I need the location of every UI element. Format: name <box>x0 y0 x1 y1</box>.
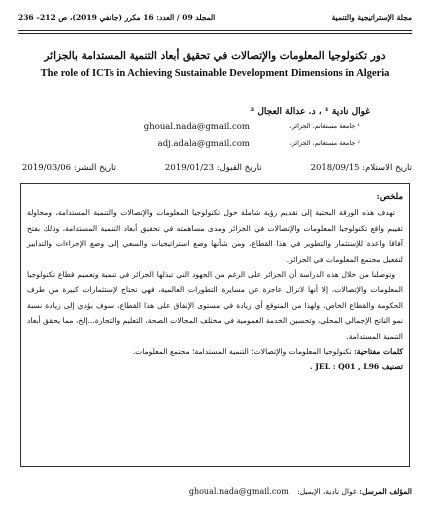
keywords-label: كلمات مفتاحية: <box>354 347 403 357</box>
header-rule <box>18 30 412 31</box>
corresponding-email[interactable]: ghoual.nada@gmail.com <box>188 487 289 496</box>
affiliation-1: ¹ جامعة مستغانم، الجزائر، <box>289 122 360 130</box>
journal-header <box>18 6 412 28</box>
title-english: The role of ICTs in Achieving Sustainable Development Dimensions in Algeria <box>40 68 390 79</box>
abstract-content <box>27 190 403 460</box>
email-2[interactable]: adj.adala@gmail.com <box>157 139 250 149</box>
email-1[interactable]: ghoual.nada@gmail.com <box>143 122 250 132</box>
corresponding-author <box>18 487 412 496</box>
abstract-label: ملخص: <box>376 192 403 202</box>
abstract-paragraph-2: وتوصلنا من خلال هذه الدراسة أن الجزائر على الرغم من الجهود التي تبذلها الجزائر في تنمية وتعميم قطاع تكنولوجيا المعلومات والإتصالات، إلا أنها لاتزال عاجزة عن مسايرة التطورات العالمية، فهي تحتاج لإستثمارات كبيرة من طرف الحكومة والقطاع الخاص، ولهذا من المتوقع أي زيادة في مستوى الإنفاق على هذا القطاع، سوف يؤدي إلى زيادة نسبة نمو الناتج الإجمالي المحلي، وتحسين الخدمة العمومية في مختلف المجالات الصحة، التعليم والتجارة...إلخ، مما يحقق أبعاد التنمية المستدامة. <box>27 270 403 341</box>
journal-name: مجلة الإستراتيجية والتنمية <box>331 12 412 22</box>
header-rule-secondary <box>18 33 412 34</box>
title-arabic: دور تكنولوجيا المعلومات والإتصالات في تحقيق أبعاد التنمية المستدامة بالجزائر <box>44 50 386 62</box>
jel-codes: Q01 , L96 . <box>310 362 380 372</box>
corresponding-label: المؤلف المرسل: <box>359 487 412 496</box>
date-received: تاريخ الاستلام: 2018/09/15 <box>310 163 412 173</box>
keywords-text: تكنولوجيا المعلومات والإتصالات؛ التنمية المستدامة؛ مجتمع المعلومات. <box>132 347 352 357</box>
dates-row <box>22 163 412 173</box>
jel-label: تصنيف JEL : <box>315 362 403 372</box>
issue-meta: المجلد 09 / العدد: 16 مكرر (جانفي 2019)، ص 212– 236 <box>18 12 216 22</box>
abstract-box <box>20 183 410 467</box>
keywords <box>27 344 403 359</box>
abstract-paragraph-1: تهدف هذه الورقة البحثية إلى تقديم رؤية شاملة حول تكنولوجيا المعلومات والإتصالات والتنمية المستدامة، ومحاولة تقييم واقع تكنولوجيا المعلومات والإتصالات في الجزائر ومدى مساهمته في تحقيق أبعاد التنمية المستدامة، وذلك بفتح آفاقا واعدة للإستثمار والتطوير في هذا القطاع، ومن شأنها وضع استراتيجيات والسعي إلى وضع الإجراءات والتدابير لتفعيل مجتمع المعلومات في الجزائر. <box>27 208 403 264</box>
jel-classification <box>27 359 403 374</box>
corresponding-name: غوال نادية، الإيميل: <box>297 487 357 496</box>
date-accepted: تاريخ القبول: 2019/01/23 <box>165 163 262 173</box>
date-published: تاريخ النشر: 2019/03/06 <box>22 163 116 173</box>
affiliation-2: ² جامعة مستغانم، الجزائر، <box>289 139 360 147</box>
authors: غوال نادية ¹ ، د. عدالة العجال ² <box>250 107 370 117</box>
